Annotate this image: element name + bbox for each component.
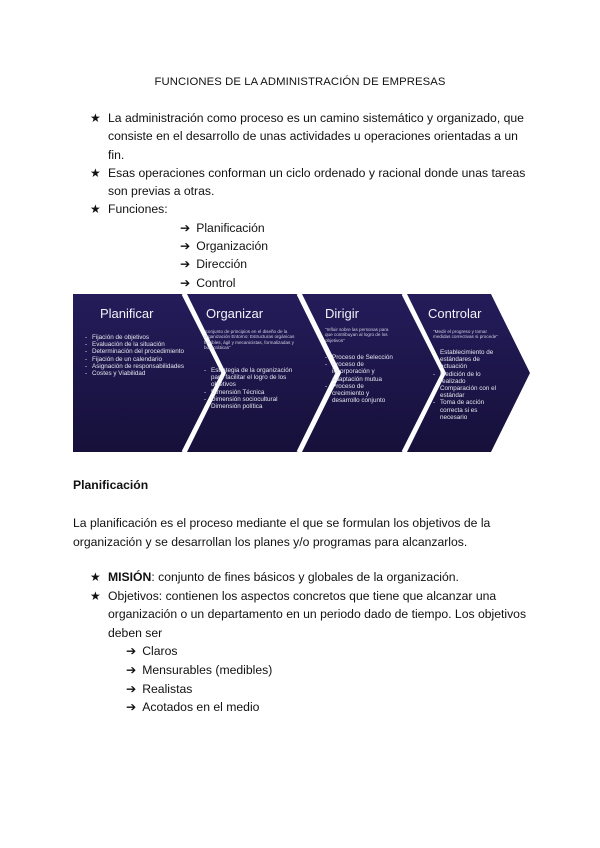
- list-item: - Fijación de objetivos: [85, 334, 190, 341]
- list-item: ➔ Mensurables (medibles): [126, 662, 273, 677]
- star-icon: ★: [90, 202, 101, 217]
- process-banner: [73, 294, 530, 452]
- arrow-right-icon: ➔: [180, 220, 191, 235]
- list-item: - Dimensión política: [204, 403, 304, 410]
- stage-title-planificar: Planificar: [100, 306, 154, 321]
- list-item: - Establecimiento de estándares de actuación: [433, 349, 503, 371]
- list-item: ★ Esas operaciones conforman un ciclo ordenado y racional donde unas tareas son previas a otras.: [90, 165, 526, 199]
- mision-text: : conjunto de fines básicos y globales de la organización.: [151, 570, 459, 584]
- list-item: ➔ Organización: [180, 239, 269, 254]
- list-item: - Dimensión Técnica: [204, 389, 304, 396]
- list-item: ➔ Dirección: [180, 257, 248, 272]
- list-item: - Dimensión sociocultural: [204, 396, 304, 403]
- stage-note-controlar: "Medir el progreso y tomar medidas correctivas si procede": [433, 329, 498, 340]
- list-item: - Toma de acción correcta si es necesario: [433, 399, 503, 421]
- list-item: ➔ Claros: [126, 644, 178, 659]
- arrow-right-icon: ➔: [180, 239, 191, 254]
- list-item: - Proceso de incorporación y adaptación mutua: [325, 361, 397, 383]
- stage-note-organizar: "conjunto de principios en el diseño de la organización Entorno: Estructuras orgánicas flexibles, ágil y mecanicistas, formalizadas y burocráticas": [204, 329, 295, 351]
- list-item: - Estrategia de la organización para facilitar el logro de los objetivos: [204, 367, 304, 389]
- list-item: - Determinación del procedimiento: [85, 348, 190, 355]
- list-item: ➔ Realistas: [126, 681, 193, 696]
- section-paragraph: La planificación es el proceso mediante el que se formulan los objetivos de la organización y se desarrollan los planes y/o programas para alcanzarlos.: [73, 516, 491, 549]
- list-item: ➔ Control: [180, 275, 236, 290]
- mision-label: MISIÓN: [108, 570, 152, 584]
- arrow-right-icon: ➔: [126, 662, 137, 677]
- list-item: - Medición de lo realizado: [433, 371, 503, 385]
- star-icon: ★: [90, 165, 101, 180]
- arrow-right-icon: ➔: [126, 681, 137, 696]
- list-item: - Asignación de responsabilidades: [85, 363, 190, 370]
- stage-list-controlar: [433, 349, 503, 421]
- stage-list-planificar: [85, 334, 190, 377]
- objetivos-list: [108, 642, 530, 716]
- star-icon: ★: [90, 588, 101, 603]
- arrow-right-icon: ➔: [180, 275, 191, 290]
- list-item: - Evaluación de la situación: [85, 341, 190, 348]
- list-item: - Proceso de Selección: [325, 354, 397, 361]
- list-item: ★ Funciones: ➔ Planificación ➔ Organización ➔ Dirección ➔ Control: [90, 200, 530, 291]
- stage-title-controlar: Controlar: [428, 306, 482, 321]
- list-item: ➔ Acotados en el medio: [126, 700, 260, 715]
- intro-bullet-list: [90, 109, 530, 292]
- list-item: - Costes y Viabilidad: [85, 370, 190, 377]
- list-item: [90, 568, 530, 587]
- objetivos-text: Objetivos: contienen los aspectos concretos que tiene que alcanzar una organización o un departamento en un periodo dado de tiempo. Los objetivos deben ser: [108, 588, 527, 640]
- arrow-right-icon: ➔: [180, 257, 191, 272]
- stage-list-dirigir: [325, 354, 397, 404]
- arrow-right-icon: ➔: [126, 700, 137, 715]
- page-title: FUNCIONES DE LA ADMINISTRACIÓN DE EMPRESAS: [154, 76, 446, 88]
- list-item: - Proceso de crecimiento y desarrollo conjunto: [325, 383, 397, 405]
- stage-list-organizar: [204, 367, 304, 410]
- stage-note-dirigir: "Influir sobre las personas para que contribuyan al logro de los objetivos": [325, 327, 389, 343]
- planning-bullet-list: [90, 568, 530, 717]
- section-title: Planificación: [73, 478, 149, 492]
- star-icon: ★: [90, 570, 101, 584]
- list-item: ➔ Planificación: [180, 220, 265, 235]
- list-item: - Comparación con el estándar: [433, 385, 503, 399]
- arrow-right-icon: ➔: [126, 644, 137, 659]
- functions-list: [108, 219, 530, 292]
- stage-title-dirigir: Dirigir: [325, 306, 359, 321]
- list-item: [90, 587, 530, 717]
- list-item: ★ La administración como proceso es un camino sistemático y organizado, que consiste en el desarrollo de unas actividades u operaciones orientadas a un fin.: [90, 111, 524, 162]
- star-icon: ★: [90, 111, 101, 125]
- list-item: - Fijación de un calendario: [85, 356, 190, 363]
- stage-title-organizar: Organizar: [206, 306, 264, 321]
